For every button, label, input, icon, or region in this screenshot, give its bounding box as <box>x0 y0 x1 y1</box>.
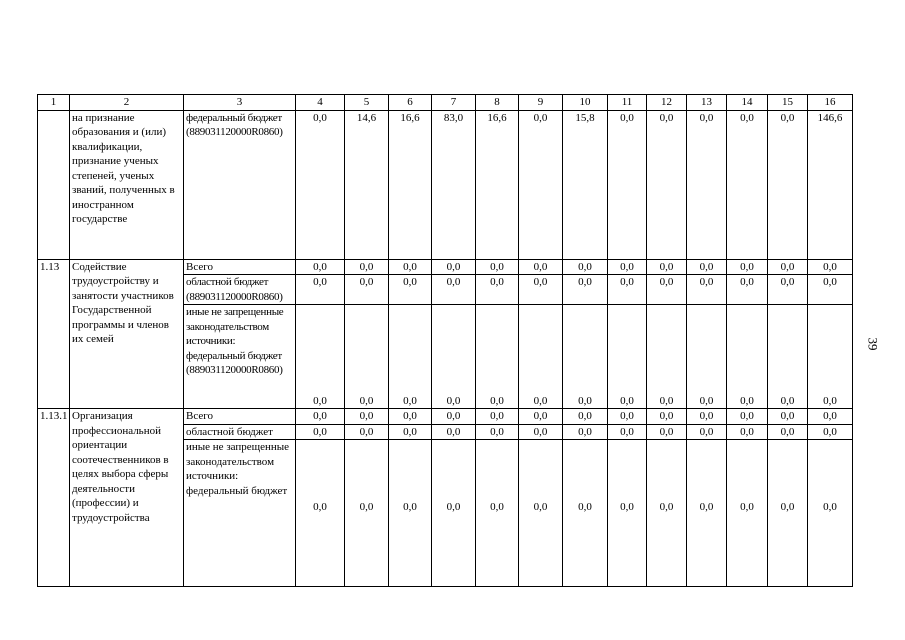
value-cell: 0,0 <box>389 409 432 425</box>
row-number: 1.13 <box>38 259 70 409</box>
value-cell: 0,0 <box>687 275 727 305</box>
header-row <box>38 95 853 111</box>
value-cell: 0,0 <box>563 305 608 409</box>
column-header: 12 <box>647 95 687 111</box>
value-cell: 0,0 <box>768 440 808 587</box>
value-cell: 0,0 <box>608 275 647 305</box>
value-cell: 0,0 <box>608 110 647 259</box>
column-header: 2 <box>70 95 184 111</box>
value-cell: 0,0 <box>476 409 519 425</box>
value-cell: 83,0 <box>432 110 476 259</box>
column-header: 14 <box>727 95 768 111</box>
value-cell: 0,0 <box>768 424 808 440</box>
value-cell: 0,0 <box>687 440 727 587</box>
value-cell: 0,0 <box>432 424 476 440</box>
value-cell: 0,0 <box>808 440 853 587</box>
measure-name: на признание образования и (или) квалификации, признание ученых степеней, ученых званий, полученных в иностранном государстве <box>70 110 184 259</box>
value-cell: 0,0 <box>519 305 563 409</box>
value-cell: 0,0 <box>345 440 389 587</box>
value-cell: 14,6 <box>345 110 389 259</box>
value-cell: 0,0 <box>647 409 687 425</box>
value-cell: 0,0 <box>768 259 808 275</box>
value-cell: 0,0 <box>647 424 687 440</box>
value-cell: 0,0 <box>389 259 432 275</box>
value-cell: 0,0 <box>647 305 687 409</box>
value-cell: 0,0 <box>647 110 687 259</box>
value-cell: 0,0 <box>519 110 563 259</box>
funding-source: федеральный бюджет (889031120000R0860) <box>184 110 296 259</box>
value-cell: 0,0 <box>563 259 608 275</box>
column-header: 6 <box>389 95 432 111</box>
value-cell: 0,0 <box>345 424 389 440</box>
column-header: 13 <box>687 95 727 111</box>
value-cell: 0,0 <box>727 110 768 259</box>
measure-name: Организация профессиональной ориентации соотечественников в целях выбора сферы деятельности (профессии) и трудоустройства <box>70 409 184 587</box>
funding-source: областной бюджет <box>184 424 296 440</box>
value-cell: 0,0 <box>476 275 519 305</box>
value-cell: 0,0 <box>296 440 345 587</box>
value-cell: 0,0 <box>608 409 647 425</box>
value-cell: 0,0 <box>768 409 808 425</box>
value-cell: 0,0 <box>389 440 432 587</box>
value-cell: 0,0 <box>727 259 768 275</box>
value-cell: 0,0 <box>296 409 345 425</box>
page-number: 39 <box>865 337 881 351</box>
value-cell: 0,0 <box>476 259 519 275</box>
value-cell: 0,0 <box>432 440 476 587</box>
value-cell: 0,0 <box>519 440 563 587</box>
measure-name: Содействие трудоустройству и занятости участников Государственной программы и членов их семей <box>70 259 184 409</box>
value-cell: 16,6 <box>476 110 519 259</box>
column-header: 1 <box>38 95 70 111</box>
value-cell: 0,0 <box>432 259 476 275</box>
value-cell: 0,0 <box>345 275 389 305</box>
value-cell: 0,0 <box>808 424 853 440</box>
value-cell: 0,0 <box>768 110 808 259</box>
value-cell: 16,6 <box>389 110 432 259</box>
value-cell: 0,0 <box>687 259 727 275</box>
value-cell: 0,0 <box>563 440 608 587</box>
value-cell: 0,0 <box>727 305 768 409</box>
value-cell: 0,0 <box>389 275 432 305</box>
value-cell: 0,0 <box>296 424 345 440</box>
value-cell: 0,0 <box>687 409 727 425</box>
column-header: 9 <box>519 95 563 111</box>
value-cell: 0,0 <box>563 275 608 305</box>
value-cell: 0,0 <box>563 424 608 440</box>
value-cell: 146,6 <box>808 110 853 259</box>
value-cell: 0,0 <box>647 259 687 275</box>
column-header: 7 <box>432 95 476 111</box>
row-number <box>38 110 70 259</box>
value-cell: 0,0 <box>296 275 345 305</box>
column-header: 11 <box>608 95 647 111</box>
value-cell: 0,0 <box>808 275 853 305</box>
value-cell: 0,0 <box>563 409 608 425</box>
value-cell: 0,0 <box>296 259 345 275</box>
funding-source: иные не запрещенные законодательством источники: федеральный бюджет (889031120000R0860) <box>184 305 296 409</box>
column-header: 10 <box>563 95 608 111</box>
value-cell: 0,0 <box>345 259 389 275</box>
value-cell: 0,0 <box>808 259 853 275</box>
value-cell: 0,0 <box>647 275 687 305</box>
column-header: 5 <box>345 95 389 111</box>
value-cell: 0,0 <box>519 275 563 305</box>
value-cell: 0,0 <box>389 424 432 440</box>
value-cell: 0,0 <box>296 110 345 259</box>
budget-table <box>37 94 853 587</box>
value-cell: 0,0 <box>687 305 727 409</box>
value-cell: 0,0 <box>476 424 519 440</box>
value-cell: 0,0 <box>608 440 647 587</box>
value-cell: 0,0 <box>727 440 768 587</box>
value-cell: 0,0 <box>647 440 687 587</box>
column-header: 16 <box>808 95 853 111</box>
value-cell: 0,0 <box>389 305 432 409</box>
value-cell: 0,0 <box>519 424 563 440</box>
funding-source: Всего <box>184 259 296 275</box>
row-number: 1.13.1 <box>38 409 70 587</box>
value-cell: 0,0 <box>345 409 389 425</box>
column-header: 4 <box>296 95 345 111</box>
value-cell: 0,0 <box>727 424 768 440</box>
funding-source: иные не запрещенные законодательством источники: федеральный бюджет <box>184 440 296 587</box>
value-cell: 0,0 <box>345 305 389 409</box>
column-header: 3 <box>184 95 296 111</box>
value-cell: 0,0 <box>687 110 727 259</box>
value-cell: 0,0 <box>432 305 476 409</box>
value-cell: 0,0 <box>608 424 647 440</box>
funding-source: Всего <box>184 409 296 425</box>
value-cell: 0,0 <box>432 275 476 305</box>
value-cell: 0,0 <box>432 409 476 425</box>
value-cell: 0,0 <box>727 275 768 305</box>
value-cell: 0,0 <box>476 305 519 409</box>
value-cell: 0,0 <box>296 305 345 409</box>
value-cell: 0,0 <box>519 259 563 275</box>
column-header: 15 <box>768 95 808 111</box>
value-cell: 0,0 <box>608 305 647 409</box>
value-cell: 0,0 <box>808 305 853 409</box>
table-row <box>38 259 853 275</box>
value-cell: 0,0 <box>808 409 853 425</box>
value-cell: 0,0 <box>476 440 519 587</box>
table-row <box>38 409 853 425</box>
table-row <box>38 110 853 259</box>
value-cell: 0,0 <box>519 409 563 425</box>
column-header: 8 <box>476 95 519 111</box>
value-cell: 0,0 <box>768 275 808 305</box>
value-cell: 0,0 <box>687 424 727 440</box>
funding-source: областной бюджет (889031120000R0860) <box>184 275 296 305</box>
value-cell: 15,8 <box>563 110 608 259</box>
value-cell: 0,0 <box>768 305 808 409</box>
value-cell: 0,0 <box>608 259 647 275</box>
value-cell: 0,0 <box>727 409 768 425</box>
